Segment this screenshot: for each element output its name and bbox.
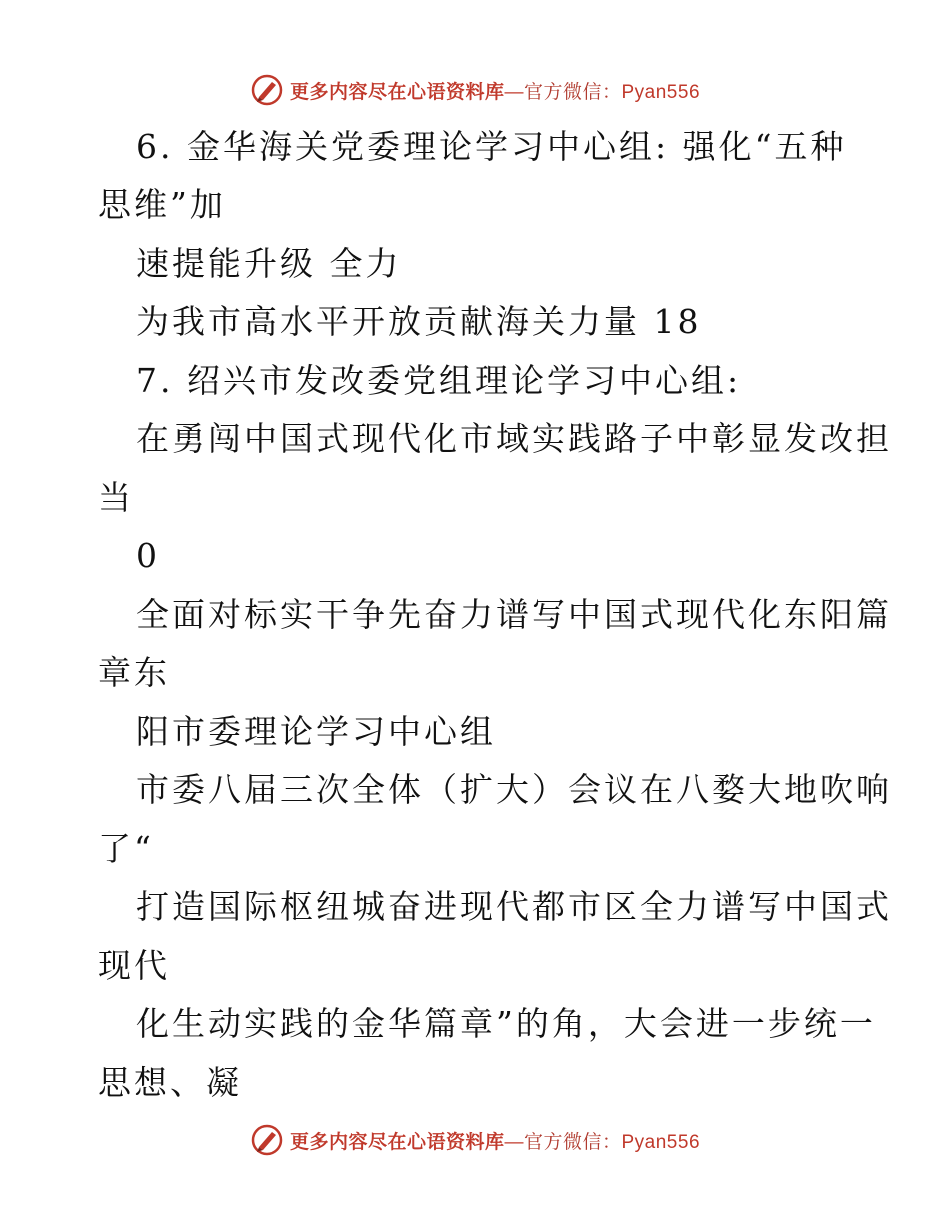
- text-line: 0: [136, 536, 160, 575]
- header-watermark: [0, 70, 950, 110]
- text-line: 为我市高水平开放贡献海关力量 18: [136, 302, 702, 341]
- watermark-separator: —: [504, 81, 524, 103]
- text-line: 章东: [98, 653, 170, 692]
- pen-logo-icon: [250, 1123, 284, 1157]
- watermark-label: 官方微信：: [523, 1131, 622, 1153]
- pen-logo-icon: [250, 73, 284, 107]
- text-line: 7. 绍兴市发改委党组理论学习中心组:: [136, 361, 742, 400]
- text-line: 速提能升级 全力: [136, 244, 402, 283]
- text-line: 6. 金华海关党委理论学习中心组: 强化“五种: [136, 127, 847, 166]
- text-line: 阳市委理论学习中心组: [136, 712, 496, 751]
- watermark-handle: Pyan556: [621, 81, 701, 103]
- watermark-separator: —: [504, 1131, 524, 1153]
- text-line: 市委八届三次全体（扩大）会议在八婺大地吹响: [136, 770, 892, 809]
- watermark-text: [290, 77, 700, 104]
- watermark-handle: Pyan556: [621, 1131, 701, 1153]
- text-line: 了“: [98, 829, 154, 868]
- text-line: 打造国际枢纽城奋进现代都市区全力谱写中国式: [136, 887, 892, 926]
- text-line: 在勇闯中国式现代化市域实践路子中彰显发改担: [136, 419, 892, 458]
- watermark-label: 官方微信：: [523, 81, 622, 103]
- watermark-brand: 更多内容尽在心语资料库: [289, 1131, 505, 1153]
- text-line: 全面对标实干争先奋力谱写中国式现代化东阳篇: [136, 595, 892, 634]
- footer-watermark: [0, 1120, 950, 1160]
- text-line: 当: [98, 478, 134, 517]
- text-line: 现代: [98, 946, 170, 985]
- watermark-text: [290, 1127, 700, 1154]
- text-line: 思维”加: [98, 185, 226, 224]
- text-line: 化生动实践的金华篇章”的角，大会进一步统一: [136, 1004, 876, 1043]
- watermark-brand: 更多内容尽在心语资料库: [289, 81, 505, 103]
- text-line: 思想、凝: [98, 1063, 242, 1102]
